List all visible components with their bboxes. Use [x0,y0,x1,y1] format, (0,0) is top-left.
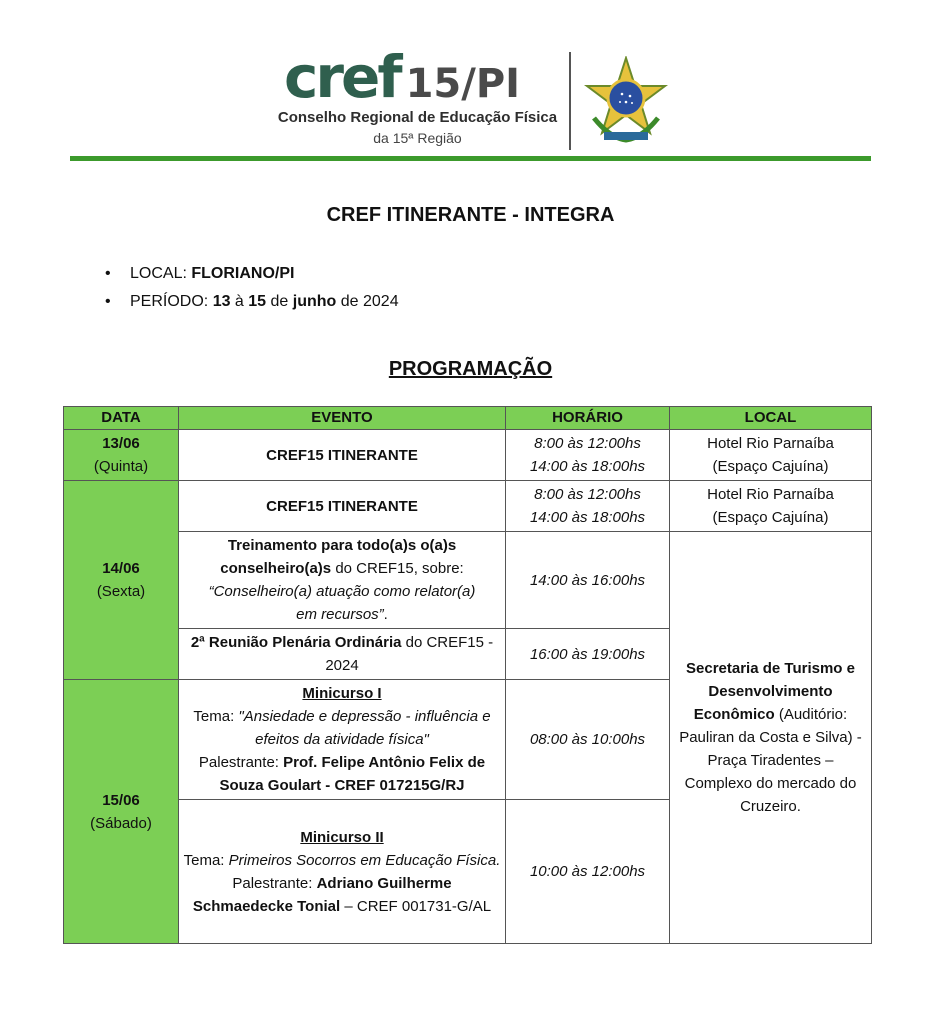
time-cell [506,481,670,532]
event-text-end: . [383,606,388,623]
event-cell [179,680,506,800]
period-connector: à [230,293,249,310]
period-de: de [266,293,293,310]
logo-cref-wordmark: cref [284,43,400,111]
logo-region-number: 15/PI [405,61,521,107]
time-slot: 8:00 às 12:00hs [534,486,641,503]
weekday: (Quinta) [93,458,149,475]
header-data: DATA [64,407,179,430]
schedule-table [63,406,872,944]
document-title: CREF ITINERANTE - INTEGRA [326,204,615,226]
event-cell [179,532,506,629]
header-green-rule [70,156,871,161]
palestrante-value: Prof. Felipe Antônio Felix de Souza Goulart - CREF 017215G/RJ [219,754,486,794]
time-cell: 16:00 às 19:00hs [506,629,670,680]
date-value: 15/06 [102,791,140,809]
tema-value: Primeiros Socorros em Educação Física. [228,851,501,869]
event-topic: “Conselheiro(a) atuação como relator(a) em recursos” [208,583,476,623]
local-line: Hotel Rio Parnaíba [707,486,834,503]
event-title: Treinamento para todo(a)s o(a)s conselheiro(a)s [220,537,457,577]
event-title: 2ª Reunião Plenária Ordinária [190,634,402,651]
brazil-coat-of-arms-icon [580,56,672,148]
local-cell [670,430,872,481]
header-local: LOCAL [670,407,872,430]
local-venue-details: (Auditório: Pauliran da Costa e Silva) - Praça Tiradentes – Complexo do mercado do Cruzeiro. [679,706,862,815]
date-cell [64,481,179,680]
local-cell [670,481,872,532]
period-year: de 2024 [336,293,399,310]
local-line: Hotel Rio Parnaíba [707,435,834,452]
period-start: 13 [212,293,231,310]
location-item [105,260,399,288]
period-month: junho [292,293,337,310]
period-label: PERÍODO: [130,293,213,310]
palestrante-label: Palestrante: [198,754,284,771]
tema-value: "Ansiedade e depressão - influência e efeitos da atividade física" [238,708,491,748]
palestrante-label: Palestrante: [232,874,317,892]
tema-label: Tema: [193,708,239,725]
local-line: (Espaço Cajuína) [712,509,829,526]
local-cell-shared [670,532,872,944]
minicurso-title: Minicurso I [302,685,382,702]
cref-logo [270,43,565,158]
header-horario: HORÁRIO [506,407,670,430]
local-line: (Espaço Cajuína) [712,458,829,475]
date-value: 13/06 [102,435,140,452]
event-cell: CREF15 ITINERANTE [179,481,506,532]
period-end: 15 [248,293,267,310]
minicurso-title: Minicurso II [300,828,384,846]
location-value: FLORIANO/PI [191,265,295,282]
table-row [64,481,872,532]
minicurso-tema [183,705,501,751]
minicurso-palestrante [183,872,501,918]
table-row [64,430,872,481]
table-header-row [64,407,872,430]
date-cell [64,680,179,944]
event-text: do CREF15, sobre: [331,560,464,577]
time-cell [506,430,670,481]
header-evento: EVENTO [179,407,506,430]
event-text: do CREF15 - 2024 [325,634,494,674]
table-row [64,532,872,629]
date-cell [64,430,179,481]
palestrante-value: Adriano Guilherme Schmaedecke Tonial [192,874,452,915]
event-cell: CREF15 ITINERANTE [179,430,506,481]
time-slot: 14:00 às 18:00hs [529,458,646,475]
logo-divider [569,52,571,150]
weekday: (Sábado) [90,814,152,832]
time-cell: 08:00 às 10:00hs [506,680,670,800]
minicurso-tema [183,849,501,872]
event-cell [179,800,506,944]
local-venue-name: Secretaria de Turismo e Desenvolvimento Econômico [686,660,855,723]
time-slot: 8:00 às 12:00hs [534,435,641,452]
time-cell: 10:00 às 12:00hs [506,800,670,944]
weekday: (Sexta) [96,583,146,600]
time-slot: 14:00 às 18:00hs [529,509,646,526]
page-header [0,0,941,160]
logo-region-name: da 15ª Região [373,130,462,146]
event-cell [179,629,506,680]
minicurso-palestrante [183,751,501,797]
logo-council-name: Conselho Regional de Educação Física [277,109,558,126]
time-cell: 14:00 às 16:00hs [506,532,670,629]
date-value: 14/06 [102,560,140,577]
programacao-heading: PROGRAMAÇÃO [388,358,553,380]
location-label: LOCAL: [130,265,192,282]
palestrante-cref: – CREF 001731-G/AL [340,897,492,915]
event-info-list [105,260,399,316]
period-item [105,288,399,316]
tema-label: Tema: [183,851,229,869]
